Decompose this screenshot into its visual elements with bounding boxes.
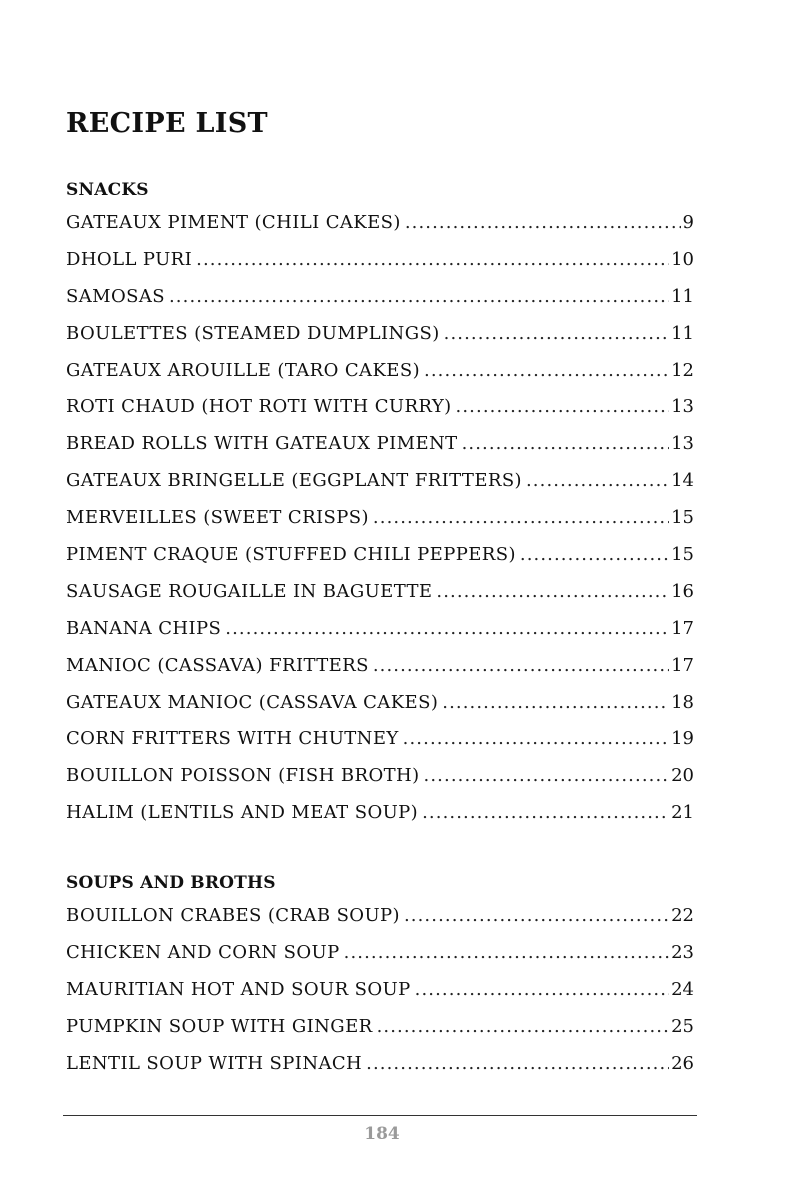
toc-entry-page: 15: [671, 507, 694, 529]
toc-entry[interactable]: [66, 463, 694, 500]
toc-entry[interactable]: [66, 648, 694, 685]
dot-leader: [169, 279, 669, 316]
dot-leader: [404, 898, 669, 935]
toc-entry[interactable]: [66, 685, 694, 722]
toc-entry-page: 18: [671, 691, 694, 713]
toc-entry-title: HALIM (LENTILS AND MEAT SOUP): [66, 802, 419, 824]
toc-entry-page: 21: [671, 802, 694, 824]
dot-leader: [373, 648, 669, 685]
toc-entry-title: GATEAUX AROUILLE (TARO CAKES): [66, 359, 420, 381]
toc-entry-page: 20: [671, 765, 694, 787]
toc-entry-page: 16: [671, 580, 694, 602]
toc-entry-title: PUMPKIN SOUP WITH GINGER: [66, 1015, 373, 1037]
page-title: RECIPE LIST: [66, 108, 268, 139]
toc-entry[interactable]: [66, 898, 694, 935]
dot-leader: [225, 611, 669, 648]
toc-entry-title: BOUILLON POISSON (FISH BROTH): [66, 765, 420, 787]
toc-entry-title: CORN FRITTERS WITH CHUTNEY: [66, 728, 399, 750]
toc-entry-title: PIMENT CRAQUE (STUFFED CHILI PEPPERS): [66, 544, 516, 566]
toc-entry-page: 9: [682, 212, 694, 233]
dot-leader: [415, 972, 669, 1009]
toc-entry-title: LENTIL SOUP WITH SPINACH: [66, 1052, 363, 1074]
dot-leader: [344, 935, 669, 972]
dot-leader: [456, 389, 670, 426]
page-number: 184: [364, 1124, 400, 1144]
dot-leader: [424, 758, 670, 795]
toc-entry-page: 13: [671, 396, 694, 418]
toc-entry[interactable]: [66, 500, 694, 537]
toc-entry-page: 12: [671, 359, 694, 381]
toc-entry-title: ROTI CHAUD (HOT ROTI WITH CURRY): [66, 396, 452, 418]
toc-entry-title: CHICKEN AND CORN SOUP: [66, 941, 340, 963]
toc-entry[interactable]: [66, 795, 694, 832]
dot-leader: [377, 1009, 670, 1046]
toc-entry-page: 17: [671, 654, 694, 676]
toc-entry-page: 17: [671, 617, 694, 639]
toc-entry[interactable]: [66, 279, 694, 316]
toc-entry-page: 26: [671, 1052, 694, 1074]
dot-leader: [403, 721, 669, 758]
toc-entry-page: 11: [671, 322, 694, 344]
toc-entry[interactable]: [66, 537, 694, 574]
section-heading: SNACKS: [66, 180, 149, 200]
toc-entry[interactable]: [66, 758, 694, 795]
toc-entry[interactable]: [66, 205, 694, 242]
toc-entry[interactable]: [66, 611, 694, 648]
toc-entry-title: SAMOSAS: [66, 285, 165, 307]
footer-divider: [63, 1115, 697, 1116]
toc-entry-title: MERVEILLES (SWEET CRISPS): [66, 507, 369, 529]
toc-entry-title: GATEAUX MANIOC (CASSAVA CAKES): [66, 691, 439, 713]
dot-leader: [424, 353, 669, 390]
dot-leader: [442, 685, 669, 722]
toc-entry-title: GATEAUX BRINGELLE (EGGPLANT FRITTERS): [66, 470, 522, 492]
dot-leader: [520, 537, 669, 574]
toc-entry[interactable]: [66, 972, 694, 1009]
toc-entry[interactable]: [66, 242, 694, 279]
toc-entry[interactable]: [66, 1009, 694, 1046]
toc-entry-page: 23: [671, 941, 694, 963]
toc-entry-title: DHOLL PURI: [66, 248, 193, 270]
toc-entry-title: MANIOC (CASSAVA) FRITTERS: [66, 654, 369, 676]
dot-leader: [405, 205, 681, 242]
dot-leader: [526, 463, 669, 500]
toc-entry[interactable]: [66, 389, 694, 426]
section-snacks: [66, 175, 694, 832]
toc-entry[interactable]: [66, 574, 694, 611]
toc-entry[interactable]: [66, 426, 694, 463]
toc-entry[interactable]: [66, 316, 694, 353]
toc-entry-title: BOULETTES (STEAMED DUMPLINGS): [66, 322, 440, 344]
dot-leader: [196, 242, 669, 279]
toc-entry[interactable]: [66, 721, 694, 758]
dot-leader: [366, 1046, 669, 1083]
toc-entry[interactable]: [66, 1046, 694, 1083]
section-heading: SOUPS AND BROTHS: [66, 873, 276, 893]
toc-entry-page: 11: [671, 285, 694, 307]
toc-entry-page: 19: [671, 728, 694, 750]
toc-entry-title: BOUILLON CRABES (CRAB SOUP): [66, 905, 400, 926]
toc-entry-page: 24: [671, 978, 694, 1000]
toc-entry-page: 13: [671, 433, 694, 455]
toc-entry-page: 10: [671, 248, 694, 270]
toc-entry-page: 25: [671, 1015, 694, 1037]
toc-entry-page: 15: [671, 544, 694, 566]
dot-leader: [462, 426, 670, 463]
toc-entry[interactable]: [66, 935, 694, 972]
toc-entry[interactable]: [66, 353, 694, 390]
toc-entry-title: BREAD ROLLS WITH GATEAUX PIMENT: [66, 433, 458, 455]
toc-entry-page: 22: [671, 905, 694, 926]
toc-entry-page: 14: [671, 470, 694, 492]
dot-leader: [444, 316, 669, 353]
dot-leader: [422, 795, 669, 832]
toc-entry-title: SAUSAGE ROUGAILLE IN BAGUETTE: [66, 580, 433, 602]
toc-entry-title: MAURITIAN HOT AND SOUR SOUP: [66, 978, 411, 1000]
dot-leader: [373, 500, 669, 537]
toc-entry-title: GATEAUX PIMENT (CHILI CAKES): [66, 212, 401, 233]
toc-entry-title: BANANA CHIPS: [66, 617, 222, 639]
section-soups-and-broths: [66, 868, 694, 1082]
dot-leader: [436, 574, 669, 611]
